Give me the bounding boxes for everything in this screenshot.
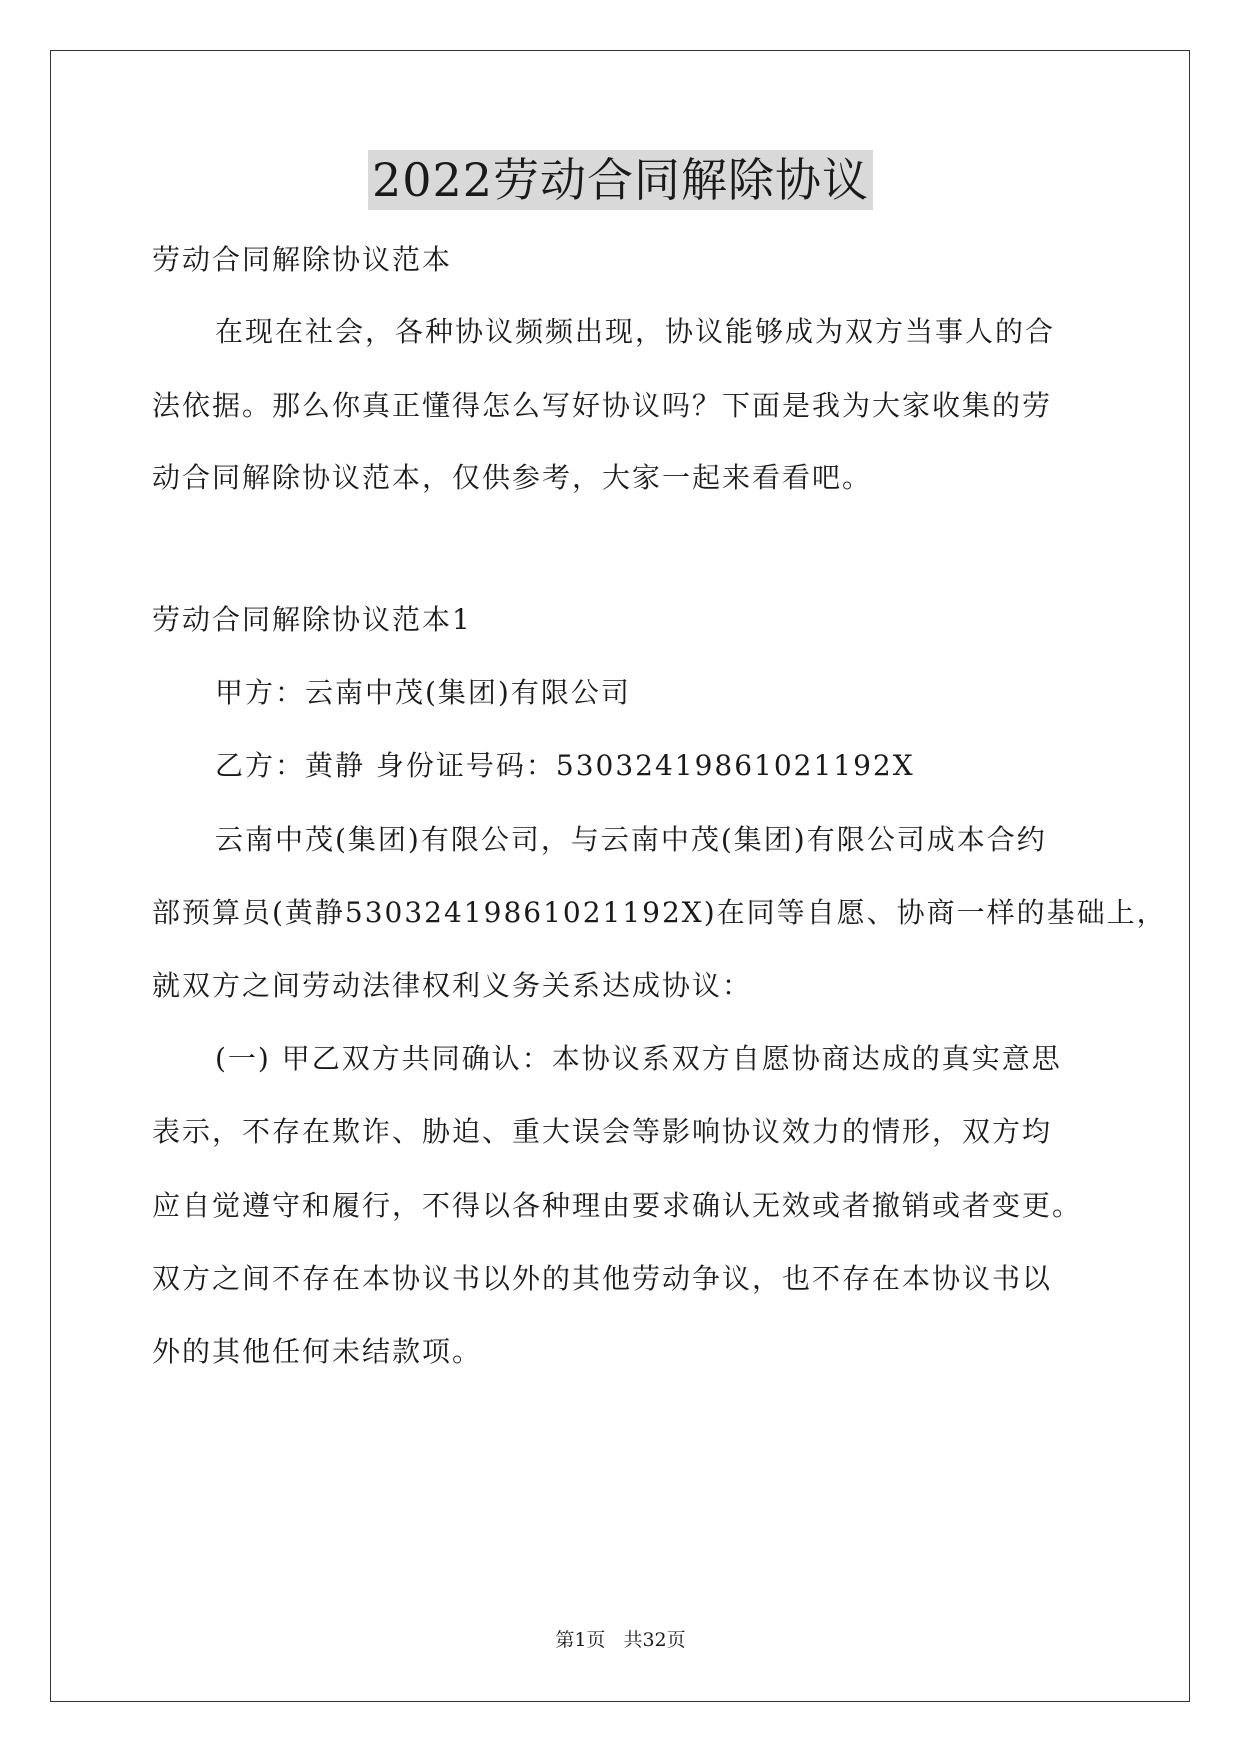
section-heading: 劳动合同解除协议范本1	[152, 603, 472, 636]
paragraph-line: 就双方之间劳动法律权利义务关系达成协议：	[152, 969, 753, 1002]
document-title: 2022劳动合同解除协议	[368, 150, 873, 210]
party-b-line: 乙方：黄静 身份证号码：53032419861021192X	[215, 749, 915, 782]
paragraph-line: 法依据。那么你真正懂得怎么写好协议吗？下面是我为大家收集的劳	[152, 389, 1053, 422]
paragraph-line: 部预算员(黄静53032419861021192X)在同等自愿、协商一样的基础上，	[152, 896, 1167, 929]
subtitle-line: 劳动合同解除协议范本	[152, 243, 453, 276]
page-number: 第1页	[555, 1629, 606, 1651]
page-footer	[0, 1628, 1241, 1652]
paragraph-line: 在现在社会，各种协议频频出现，协议能够成为双方当事人的合	[215, 315, 1056, 348]
title-container	[0, 150, 1241, 210]
clause-line: 双方之间不存在本协议书以外的其他劳动争议，也不存在本协议书以	[152, 1262, 1053, 1295]
page-total: 共32页	[623, 1629, 686, 1651]
paragraph-line: 动合同解除协议范本，仅供参考，大家一起来看看吧。	[152, 461, 873, 494]
clause-line: (一) 甲乙双方共同确认：本协议系双方自愿协商达成的真实意思	[215, 1042, 1062, 1075]
page-border	[50, 50, 1190, 1702]
clause-line: 表示，不存在欺诈、胁迫、重大误会等影响协议效力的情形，双方均	[152, 1115, 1053, 1148]
party-a-line: 甲方：云南中茂(集团)有限公司	[215, 676, 631, 709]
clause-line: 应自觉遵守和履行，不得以各种理由要求确认无效或者撤销或者变更。	[152, 1189, 1083, 1222]
paragraph-line: 云南中茂(集团)有限公司，与云南中茂(集团)有限公司成本合约	[215, 823, 1047, 856]
clause-line: 外的其他任何未结款项。	[152, 1335, 483, 1368]
